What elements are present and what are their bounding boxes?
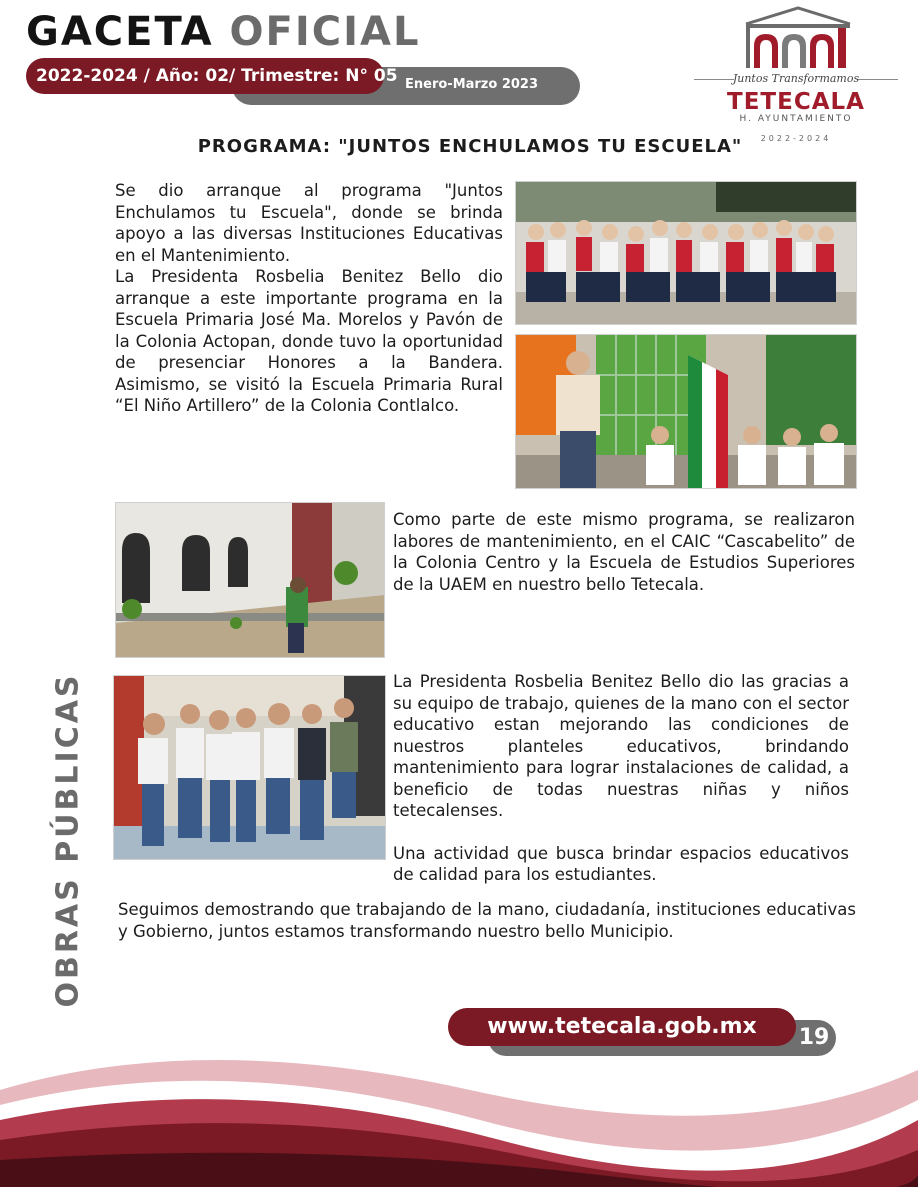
paragraph-6: Seguimos demostrando que trabajando de la mano, ciudadanía, instituciones educativas y Gobierno, juntos estamos transformando nuestro bello Municipio.: [118, 900, 856, 941]
paragraph-1: Se dio arranque al programa "Juntos Enchulamos tu Escuela", donde se brinda apoyo a las diversas Instituciones Educativas en el Mantenimiento.: [115, 181, 503, 265]
gazette-title: [26, 6, 420, 58]
thanks-text-block: [393, 671, 849, 886]
side-label-text: OBRAS PÚBLICAS: [50, 672, 86, 1008]
maintenance-text-block: [393, 509, 855, 595]
paragraph-4: La Presidenta Rosbelia Benitez Bello dio las gracias a su equipo de trabajo, quienes de la mano con el sector educativo estan mejorando las condiciones de nuestros planteles educativos, brindando mantenimiento para lograr instalaciones de calidad, a beneficio de todas nuestras niñas y niños tetecalenses.: [393, 672, 849, 820]
title-part-2: OFICIAL: [229, 9, 421, 55]
paragraph-3: Como parte de este mismo programa, se realizaron labores de mantenimiento, en el CAIC “Cascabelito” de la Colonia Centro y la Escuela de Estudios Superiores de la UAEM en nuestro bello Tetecala.: [393, 510, 855, 594]
logo-name: TETECALA: [727, 89, 865, 115]
paragraph-5: Una actividad que busca brindar espacios educativos de calidad para los estudiantes.: [393, 843, 849, 884]
logo-years: 2022-2024: [760, 134, 832, 143]
intro-text-block: [115, 180, 503, 417]
side-section-label: [46, 672, 90, 1008]
arches-logo-icon: [742, 6, 854, 70]
section-title: PROGRAMA: "JUNTOS ENCHULAMOS TU ESCUELA": [197, 136, 743, 157]
title-part-1: GACETA: [26, 9, 214, 55]
page-number: 19: [798, 1025, 830, 1050]
logo-subtitle: H. AYUNTAMIENTO: [739, 114, 853, 124]
photo-work-team: [113, 675, 386, 860]
photo-students-group: [515, 181, 857, 325]
photo-maintenance-work: [115, 502, 385, 658]
photo-flag-honors: [515, 334, 857, 489]
paragraph-2: La Presidenta Rosbelia Benitez Bello dio arranque a este importante programa en la Escuela Primaria José Ma. Morelos y Pavón de la Colonia Actopan, donde tuvo la oportunidad de presenciar Honores a la Bandera. Asimismo, se visitó la Escuela Primaria Rural “El Niño Artillero” de la Colonia Contlalco.: [115, 267, 503, 415]
period-pill: 2022-2024 / Año: 02/ Trimestre: N° 05: [26, 58, 384, 94]
date-range: Enero-Marzo 2023: [405, 77, 539, 92]
website-link[interactable]: www.tetecala.gob.mx: [448, 1008, 796, 1046]
logo-motto: Juntos Transformamos: [732, 72, 860, 85]
closing-text-block: [118, 899, 856, 942]
municipality-logo: [690, 6, 902, 146]
